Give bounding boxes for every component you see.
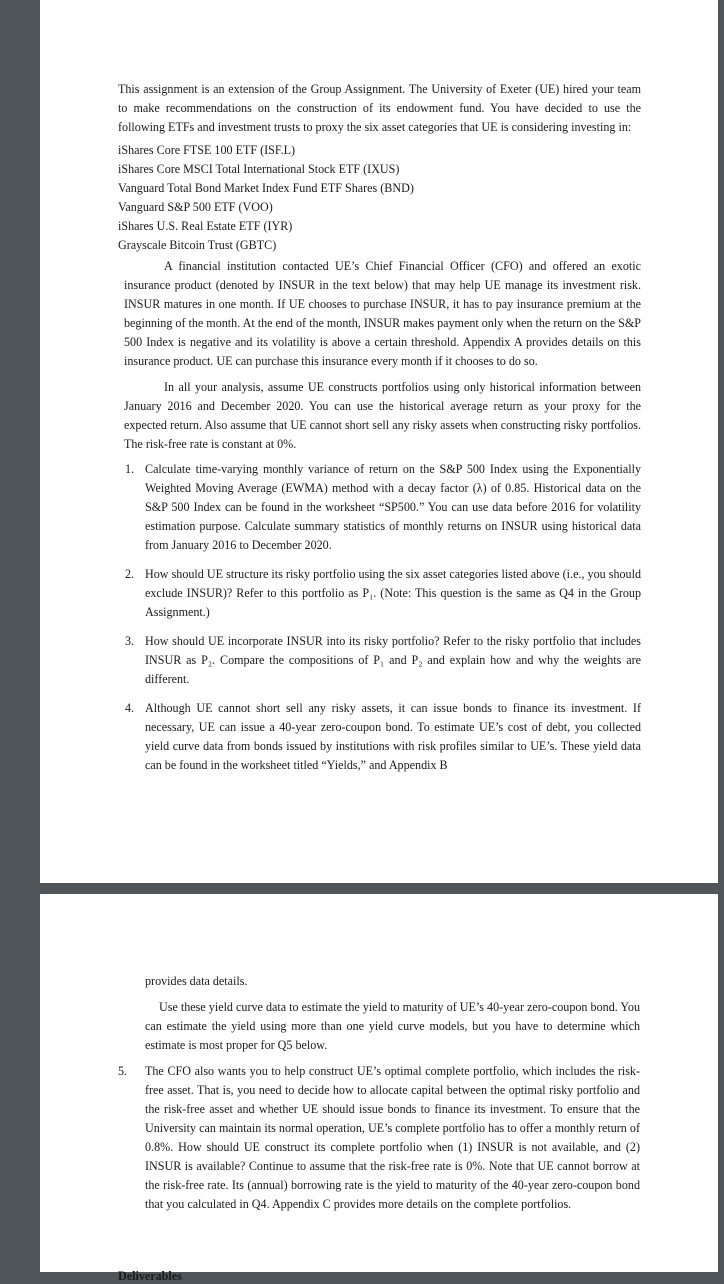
question-text: How should UE structure its risky portfolio using the six asset categories listed above (i.e., you should exclude INSUR)? Refer to this portfolio as P₁. (Note: This question is the same as Q4 in the Group Assignment.) <box>145 567 641 619</box>
body-block <box>118 257 641 454</box>
etf-item: Grayscale Bitcoin Trust (GBTC) <box>118 238 277 252</box>
etf-item: Vanguard S&P 500 ETF (VOO) <box>118 200 273 214</box>
question-number: 5. <box>118 1064 128 1078</box>
assumptions-paragraph: In all your analysis, assume UE constructs portfolios using only historical information between January 2016 and December 2020. You can use the historical average return as your proxy for the expected return. Also assume that UE cannot short sell any risky assets when constructing risky portfolios. The risk-free rate is constant at 0%. <box>124 380 641 451</box>
etf-item: Vanguard Total Bond Market Index Fund ETF Shares (BND) <box>118 181 414 195</box>
etf-list <box>118 141 641 255</box>
question-number: 4. <box>125 701 135 715</box>
document-page-1 <box>40 0 718 883</box>
question-item <box>118 565 641 622</box>
question-text: Calculate time-varying monthly variance of return on the S&P 500 Index using the Exponentially Weighted Moving Average (EWMA) method with a decay factor (λ) of 0.85. Historical data on the S&P 500 Index can be found in the worksheet “SP500.” You can use data before 2016 for volatility estimation purpose. Calculate summary statistics of monthly returns on INSUR using historical data from January 2016 to December 2020. <box>145 462 641 552</box>
etf-item: iShares Core MSCI Total International Stock ETF (IXUS) <box>118 162 400 176</box>
question-list <box>118 460 641 775</box>
page1-content <box>118 80 641 785</box>
question-text: Although UE cannot short sell any risky assets, it can issue bonds to finance its investment. If necessary, UE can issue a 40-year zero-coupon bond. To estimate UE’s cost of debt, you collected yield curve data from bonds issued by institutions with risk profiles similar to UE’s. These yield data can be found in the worksheet titled “Yields,” and Appendix B <box>145 701 641 772</box>
question-item <box>118 699 641 775</box>
q4-continuation-paragraph: Use these yield curve data to estimate the yield to maturity of UE’s 40-year zero-coupon bond. You can estimate the yield using more than one yield curve models, but you have to determine which estimate is most proper for Q5 below. <box>145 1000 640 1052</box>
question-item <box>118 632 641 689</box>
question-text: How should UE incorporate INSUR into its risky portfolio? Refer to the risky portfolio that includes INSUR as P₂. Compare the compositions of P₁ and P₂ and explain how and why the weights are different. <box>145 634 641 686</box>
question-item <box>118 460 641 555</box>
question-text: The CFO also wants you to help construct UE’s optimal complete portfolio, which includes the risk-free asset. That is, you need to decide how to allocate capital between the optimal risky portfolio and the risk-free asset and whether UE should issue bonds to finance its investment. To ensure that the University can maintain its normal operation, UE’s complete portfolio has to offer a monthly return of 0.8%. How should UE construct its complete portfolio when (1) INSUR is not available, and (2) INSUR is available? Continue to assume that the risk-free rate is 0%. Note that UE cannot borrow at the risk-free rate. Its (annual) borrowing rate is the yield to maturity of the 40-year zero-coupon bond that you calculated in Q4. Appendix C provides more details on the complete portfolios. <box>145 1064 640 1211</box>
question-number: 1. <box>125 462 135 476</box>
etf-item: iShares Core FTSE 100 ETF (ISF.L) <box>118 143 296 157</box>
continuation-text: provides data details. <box>145 974 248 988</box>
page2-content <box>118 972 640 1214</box>
section-heading-cut: Deliverables <box>118 1269 182 1283</box>
question-number: 3. <box>125 634 135 648</box>
question-number: 2. <box>125 567 135 581</box>
insur-paragraph: A financial institution contacted UE’s Chief Financial Officer (CFO) and offered an exotic insurance product (denoted by INSUR in the text below) that may help UE manage its investment risk. INSUR matures in one month. If UE chooses to purchase INSUR, it has to pay insurance premium at the beginning of the month. At the end of the month, INSUR makes payment only when the return on the S&P 500 Index is negative and its volatility is above a certain threshold. Appendix A provides details on this insurance product. UE can purchase this insurance every month if it chooses to do so. <box>124 259 641 368</box>
question-item <box>118 1062 640 1214</box>
etf-item: iShares U.S. Real Estate ETF (IYR) <box>118 219 293 233</box>
document-page-2 <box>40 894 718 1283</box>
intro-paragraph: This assignment is an extension of the Group Assignment. The University of Exeter (UE) hired your team to make recommendations on the construction of its endowment fund. You have decided to use the following ETFs and investment trusts to proxy the six asset categories that UE is considering investing in: <box>118 82 641 134</box>
